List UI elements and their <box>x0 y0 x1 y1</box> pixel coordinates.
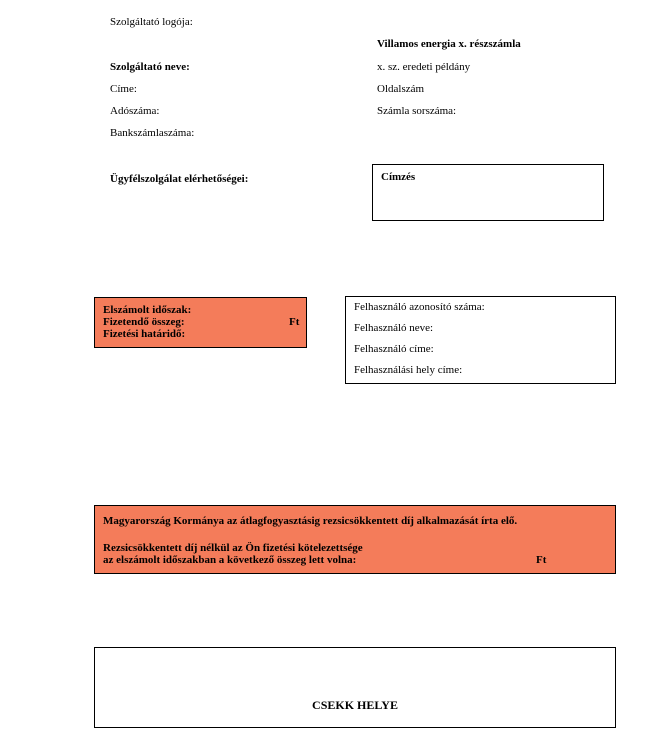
provider-name-label: Szolgáltató neve: <box>110 61 190 73</box>
billing-amount-label: Fizetendő összeg: <box>103 316 185 328</box>
billing-summary-box <box>94 297 307 348</box>
government-notice-line1: Magyarország Kormánya az átlagfogyasztásig rezsicsökkentett díj alkalmazását írta elő. <box>103 515 518 527</box>
provider-bank-label: Bankszámlaszáma: <box>110 127 195 139</box>
government-notice-line2: Rezsicsökkentett díj nélkül az Ön fizetési kötelezettsége <box>103 542 363 554</box>
check-placeholder-label: CSEKK HELYE <box>312 698 398 712</box>
government-notice-unit: Ft <box>536 554 547 566</box>
billing-amount-unit: Ft <box>289 316 300 328</box>
customer-info-box <box>345 296 616 384</box>
provider-logo-label: Szolgáltató logója: <box>110 16 193 28</box>
customer-service-label: Ügyfélszolgálat elérhetőségei: <box>110 173 249 185</box>
customer-name-label: Felhasználó neve: <box>354 322 434 334</box>
billing-due-label: Fizetési határidő: <box>103 328 186 340</box>
recipient-box <box>372 164 604 221</box>
government-notice-line3: az elszámolt időszakban a következő összeg lett volna: <box>103 554 357 566</box>
invoice-copy-label: x. sz. eredeti példány <box>377 61 471 73</box>
provider-tax-label: Adószáma: <box>110 105 160 117</box>
customer-site-label: Felhasználási hely címe: <box>354 364 463 376</box>
check-placeholder-box <box>94 647 616 728</box>
invoice-title: Villamos energia x. részszámla <box>377 38 521 50</box>
recipient-label: Címzés <box>381 171 416 183</box>
provider-address-label: Címe: <box>110 83 137 95</box>
invoice-serial-label: Számla sorszáma: <box>377 105 457 117</box>
billing-period-label: Elszámolt időszak: <box>103 304 192 316</box>
invoice-page-label: Oldalszám <box>377 83 425 95</box>
customer-id-label: Felhasználó azonosító száma: <box>354 301 485 313</box>
government-notice-box <box>94 505 616 574</box>
customer-address-label: Felhasználó címe: <box>354 343 434 355</box>
